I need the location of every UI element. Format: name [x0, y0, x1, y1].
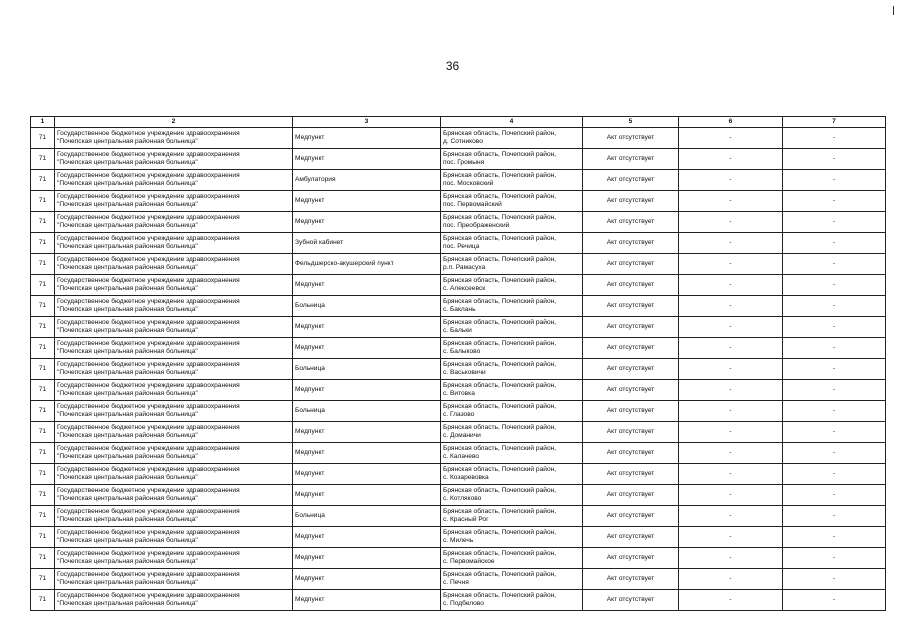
act-status-cell: Акт отсутствует: [583, 569, 679, 590]
address-line2: с. Козаревовка: [443, 474, 489, 481]
facility-type-cell: Медпункт: [293, 443, 441, 464]
act-status-cell: Акт отсутствует: [583, 191, 679, 212]
address-cell: [441, 401, 583, 422]
page-number: 36: [445, 59, 460, 73]
table-row: [31, 170, 886, 191]
column-7-cell: -: [783, 359, 886, 380]
column-6-cell: -: [679, 422, 783, 443]
address-line2: пос. Преображенский: [443, 222, 510, 229]
organization-cell: [55, 191, 293, 212]
act-status-cell: Акт отсутствует: [583, 275, 679, 296]
address-line2: пос. Речица: [443, 243, 480, 250]
organization-cell: [55, 317, 293, 338]
organization-name-line2: "Почепская центральная районная больница": [57, 306, 198, 313]
facilities-table: [30, 116, 886, 611]
column-6-cell: -: [679, 569, 783, 590]
address-cell: [441, 569, 583, 590]
address-cell: [441, 422, 583, 443]
organization-name-line1: Государственное бюджетное учреждение здравоохранения: [57, 172, 240, 179]
address-line2: с. Глазово: [443, 411, 475, 418]
facility-type-cell: Медпункт: [293, 275, 441, 296]
facility-type-cell: Амбулатория: [293, 170, 441, 191]
organization-cell: [55, 296, 293, 317]
act-status-cell: Акт отсутствует: [583, 296, 679, 317]
facility-type-cell: Больница: [293, 359, 441, 380]
address-cell: [441, 464, 583, 485]
row-number-cell: 71: [31, 212, 55, 233]
organization-cell: [55, 380, 293, 401]
act-status-cell: Акт отсутствует: [583, 527, 679, 548]
table-row: [31, 296, 886, 317]
organization-name-line2: "Почепская центральная районная больница": [57, 432, 198, 439]
row-number-cell: 71: [31, 149, 55, 170]
address-line1: Брянская область, Почепский район,: [443, 466, 557, 473]
column-6-cell: -: [679, 233, 783, 254]
column-6-cell: -: [679, 317, 783, 338]
address-line2: пос. Московский: [443, 180, 494, 187]
organization-name-line1: Государственное бюджетное учреждение здравоохранения: [57, 361, 240, 368]
address-cell: [441, 170, 583, 191]
organization-name-line1: Государственное бюджетное учреждение здравоохранения: [57, 466, 240, 473]
organization-cell: [55, 569, 293, 590]
act-status-cell: Акт отсутствует: [583, 485, 679, 506]
column-6-cell: -: [679, 548, 783, 569]
facility-type-cell: Больница: [293, 296, 441, 317]
organization-name-line2: "Почепская центральная районная больница": [57, 516, 198, 523]
organization-cell: [55, 212, 293, 233]
column-6-cell: -: [679, 443, 783, 464]
address-line2: с. Котляково: [443, 495, 482, 502]
address-line1: Брянская область, Почепский район,: [443, 550, 557, 557]
organization-name-line2: "Почепская центральная районная больница": [57, 201, 198, 208]
column-7-cell: -: [783, 296, 886, 317]
column-7-cell: -: [783, 464, 886, 485]
row-number-cell: 71: [31, 233, 55, 254]
act-status-cell: Акт отсутствует: [583, 170, 679, 191]
facility-type-cell: Медпункт: [293, 191, 441, 212]
act-status-cell: Акт отсутствует: [583, 380, 679, 401]
address-line2: пос. Первомайский: [443, 201, 502, 208]
facility-type-cell: Медпункт: [293, 464, 441, 485]
organization-name-line1: Государственное бюджетное учреждение здравоохранения: [57, 214, 240, 221]
table-body: [31, 128, 886, 611]
table-row: [31, 569, 886, 590]
facility-type-cell: Зубной кабинет: [293, 233, 441, 254]
column-6-cell: -: [679, 485, 783, 506]
address-line2: с. Васьковичи: [443, 369, 486, 376]
table-row: [31, 254, 886, 275]
organization-name-line1: Государственное бюджетное учреждение здравоохранения: [57, 592, 240, 599]
act-status-cell: Акт отсутствует: [583, 548, 679, 569]
table-row: [31, 590, 886, 611]
address-cell: [441, 233, 583, 254]
row-number-cell: 71: [31, 275, 55, 296]
row-number-cell: 71: [31, 422, 55, 443]
organization-name-line2: "Почепская центральная районная больница": [57, 558, 198, 565]
organization-cell: [55, 401, 293, 422]
row-number-cell: 71: [31, 590, 55, 611]
act-status-cell: Акт отсутствует: [583, 590, 679, 611]
facility-type-cell: Больница: [293, 506, 441, 527]
row-number-cell: 71: [31, 170, 55, 191]
organization-name-line2: "Почепская центральная районная больница": [57, 243, 198, 250]
address-cell: [441, 527, 583, 548]
act-status-cell: Акт отсутствует: [583, 506, 679, 527]
organization-name-line2: "Почепская центральная районная больница": [57, 348, 198, 355]
column-6-cell: -: [679, 191, 783, 212]
act-status-cell: Акт отсутствует: [583, 422, 679, 443]
address-line1: Брянская область, Почепский район,: [443, 235, 557, 242]
organization-name-line2: "Почепская центральная районная больница": [57, 495, 198, 502]
organization-name-line1: Государственное бюджетное учреждение здравоохранения: [57, 382, 240, 389]
address-line2: с. Первомайское: [443, 558, 495, 565]
address-line2: с. Калачево: [443, 453, 480, 460]
organization-cell: [55, 590, 293, 611]
act-status-cell: Акт отсутствует: [583, 443, 679, 464]
address-cell: [441, 338, 583, 359]
table-row: [31, 485, 886, 506]
organization-name-line2: "Почепская центральная районная больница": [57, 159, 198, 166]
address-line2: р.п. Рамасуха: [443, 264, 486, 271]
row-number-cell: 71: [31, 485, 55, 506]
address-line1: Брянская область, Почепский район,: [443, 487, 557, 494]
address-line2: с. Печня: [443, 579, 469, 586]
address-line2: с. Милечь: [443, 537, 474, 544]
organization-name-line1: Государственное бюджетное учреждение здравоохранения: [57, 340, 240, 347]
column-7-cell: -: [783, 590, 886, 611]
column-7-cell: -: [783, 191, 886, 212]
address-line2: с. Подбелово: [443, 600, 484, 607]
column-6-cell: -: [679, 527, 783, 548]
address-cell: [441, 191, 583, 212]
organization-name-line2: "Почепская центральная районная больница": [57, 180, 198, 187]
column-6-cell: -: [679, 254, 783, 275]
organization-name-line2: "Почепская центральная районная больница": [57, 537, 198, 544]
address-line1: Брянская область, Почепский район,: [443, 592, 557, 599]
address-line1: Брянская область, Почепский район,: [443, 403, 557, 410]
row-number-cell: 71: [31, 296, 55, 317]
organization-name-line2: "Почепская центральная районная больница": [57, 138, 198, 145]
address-line1: Брянская область, Почепский район,: [443, 193, 557, 200]
address-line1: Брянская область, Почепский район,: [443, 424, 557, 431]
column-6-cell: -: [679, 296, 783, 317]
facility-type-cell: Медпункт: [293, 317, 441, 338]
page-corner-mark: [893, 6, 894, 15]
act-status-cell: Акт отсутствует: [583, 149, 679, 170]
row-number-cell: 71: [31, 254, 55, 275]
column-7-cell: -: [783, 338, 886, 359]
facility-type-cell: Медпункт: [293, 422, 441, 443]
organization-cell: [55, 422, 293, 443]
column-7-cell: -: [783, 128, 886, 149]
column-7-cell: -: [783, 380, 886, 401]
column-7-cell: -: [783, 254, 886, 275]
organization-cell: [55, 338, 293, 359]
address-line1: Брянская область, Почепский район,: [443, 172, 557, 179]
organization-cell: [55, 254, 293, 275]
column-7-cell: -: [783, 401, 886, 422]
address-line1: Брянская область, Почепский район,: [443, 277, 557, 284]
table-row: [31, 506, 886, 527]
address-line1: Брянская область, Почепский район,: [443, 571, 557, 578]
column-7-cell: -: [783, 485, 886, 506]
row-number-cell: 71: [31, 191, 55, 212]
table-row: [31, 548, 886, 569]
address-line2: с. Алексеевск: [443, 285, 486, 292]
column-7-cell: -: [783, 443, 886, 464]
table-row: [31, 128, 886, 149]
header-row: [31, 117, 886, 128]
address-line2: д. Сотниково: [443, 138, 483, 145]
row-number-cell: 71: [31, 548, 55, 569]
address-cell: [441, 506, 583, 527]
act-status-cell: Акт отсутствует: [583, 317, 679, 338]
organization-name-line1: Государственное бюджетное учреждение здравоохранения: [57, 403, 240, 410]
facility-type-cell: Медпункт: [293, 380, 441, 401]
organization-cell: [55, 506, 293, 527]
organization-name-line1: Государственное бюджетное учреждение здравоохранения: [57, 256, 240, 263]
address-cell: [441, 380, 583, 401]
column-7-cell: -: [783, 170, 886, 191]
address-cell: [441, 443, 583, 464]
organization-name-line2: "Почепская центральная районная больница": [57, 390, 198, 397]
organization-name-line1: Государственное бюджетное учреждение здравоохранения: [57, 508, 240, 515]
row-number-cell: 71: [31, 317, 55, 338]
address-line1: Брянская область, Почепский район,: [443, 256, 557, 263]
header-col-2: 2: [55, 117, 293, 128]
act-status-cell: Акт отсутствует: [583, 464, 679, 485]
address-cell: [441, 590, 583, 611]
organization-cell: [55, 485, 293, 506]
act-status-cell: Акт отсутствует: [583, 401, 679, 422]
table-row: [31, 380, 886, 401]
row-number-cell: 71: [31, 443, 55, 464]
address-line1: Брянская область, Почепский район,: [443, 529, 557, 536]
address-line1: Брянская область, Почепский район,: [443, 382, 557, 389]
header-col-1: 1: [31, 117, 55, 128]
facility-type-cell: Медпункт: [293, 338, 441, 359]
organization-name-line2: "Почепская центральная районная больница": [57, 411, 198, 418]
table-row: [31, 527, 886, 548]
address-cell: [441, 212, 583, 233]
address-line2: с. Доманичи: [443, 432, 481, 439]
address-line1: Брянская область, Почепский район,: [443, 445, 557, 452]
table-row: [31, 275, 886, 296]
header-col-4: 4: [441, 117, 583, 128]
column-7-cell: -: [783, 275, 886, 296]
facility-type-cell: Фельдшерско-акушерский пункт: [293, 254, 441, 275]
column-7-cell: -: [783, 422, 886, 443]
table-row: [31, 233, 886, 254]
header-col-5: 5: [583, 117, 679, 128]
act-status-cell: Акт отсутствует: [583, 338, 679, 359]
column-6-cell: -: [679, 590, 783, 611]
act-status-cell: Акт отсутствует: [583, 128, 679, 149]
address-line1: Брянская область, Почепский район,: [443, 361, 557, 368]
address-cell: [441, 275, 583, 296]
table-row: [31, 401, 886, 422]
address-cell: [441, 548, 583, 569]
column-6-cell: -: [679, 464, 783, 485]
row-number-cell: 71: [31, 506, 55, 527]
address-cell: [441, 128, 583, 149]
address-cell: [441, 317, 583, 338]
column-6-cell: -: [679, 212, 783, 233]
address-line2: с. Балыково: [443, 348, 481, 355]
row-number-cell: 71: [31, 359, 55, 380]
organization-cell: [55, 548, 293, 569]
column-7-cell: -: [783, 212, 886, 233]
address-line2: с. Витовка: [443, 390, 475, 397]
act-status-cell: Акт отсутствует: [583, 212, 679, 233]
organization-name-line2: "Почепская центральная районная больница": [57, 264, 198, 271]
address-line1: Брянская область, Почепский район,: [443, 151, 557, 158]
facility-type-cell: Медпункт: [293, 590, 441, 611]
organization-cell: [55, 275, 293, 296]
address-cell: [441, 359, 583, 380]
facility-type-cell: Больница: [293, 401, 441, 422]
address-line2: с. Красный Рог: [443, 516, 489, 523]
address-line1: Брянская область, Почепский район,: [443, 340, 557, 347]
row-number-cell: 71: [31, 464, 55, 485]
organization-name-line1: Государственное бюджетное учреждение здравоохранения: [57, 277, 240, 284]
organization-name-line2: "Почепская центральная районная больница": [57, 285, 198, 292]
row-number-cell: 71: [31, 569, 55, 590]
table-row: [31, 191, 886, 212]
row-number-cell: 71: [31, 338, 55, 359]
organization-name-line1: Государственное бюджетное учреждение здравоохранения: [57, 487, 240, 494]
organization-name-line2: "Почепская центральная районная больница": [57, 222, 198, 229]
column-6-cell: -: [679, 338, 783, 359]
table-row: [31, 338, 886, 359]
address-cell: [441, 254, 583, 275]
organization-name-line1: Государственное бюджетное учреждение здравоохранения: [57, 319, 240, 326]
organization-name-line2: "Почепская центральная районная больница": [57, 453, 198, 460]
facility-type-cell: Медпункт: [293, 149, 441, 170]
header-col-7: 7: [783, 117, 886, 128]
organization-name-line1: Государственное бюджетное учреждение здравоохранения: [57, 424, 240, 431]
column-7-cell: -: [783, 527, 886, 548]
facility-type-cell: Медпункт: [293, 485, 441, 506]
column-7-cell: -: [783, 317, 886, 338]
address-line2: с. Бальки: [443, 327, 472, 334]
column-6-cell: -: [679, 149, 783, 170]
column-6-cell: -: [679, 380, 783, 401]
column-6-cell: -: [679, 275, 783, 296]
table-row: [31, 422, 886, 443]
table-row: [31, 212, 886, 233]
header-col-6: 6: [679, 117, 783, 128]
header-col-3: 3: [293, 117, 441, 128]
address-line1: Брянская область, Почепский район,: [443, 508, 557, 515]
row-number-cell: 71: [31, 380, 55, 401]
organization-name-line1: Государственное бюджетное учреждение здравоохранения: [57, 193, 240, 200]
organization-cell: [55, 170, 293, 191]
row-number-cell: 71: [31, 527, 55, 548]
address-cell: [441, 296, 583, 317]
column-7-cell: -: [783, 506, 886, 527]
column-7-cell: -: [783, 149, 886, 170]
act-status-cell: Акт отсутствует: [583, 254, 679, 275]
facility-type-cell: Медпункт: [293, 569, 441, 590]
organization-name-line2: "Почепская центральная районная больница": [57, 579, 198, 586]
organization-cell: [55, 464, 293, 485]
facility-type-cell: Медпункт: [293, 212, 441, 233]
organization-name-line1: Государственное бюджетное учреждение здравоохранения: [57, 529, 240, 536]
table-row: [31, 359, 886, 380]
address-line2: пос. Громыня: [443, 159, 485, 166]
address-line2: с. Баклань: [443, 306, 476, 313]
organization-cell: [55, 443, 293, 464]
facility-type-cell: Медпункт: [293, 527, 441, 548]
address-line1: Брянская область, Почепский район,: [443, 298, 557, 305]
organization-name-line1: Государственное бюджетное учреждение здравоохранения: [57, 130, 240, 137]
table-row: [31, 149, 886, 170]
organization-name-line1: Государственное бюджетное учреждение здравоохранения: [57, 235, 240, 242]
address-line1: Брянская область, Почепский район,: [443, 214, 557, 221]
address-cell: [441, 485, 583, 506]
organization-cell: [55, 527, 293, 548]
facility-type-cell: Медпункт: [293, 548, 441, 569]
table-row: [31, 317, 886, 338]
organization-name-line2: "Почепская центральная районная больница": [57, 369, 198, 376]
column-7-cell: -: [783, 233, 886, 254]
address-line1: Брянская область, Почепский район,: [443, 130, 557, 137]
organization-name-line1: Государственное бюджетное учреждение здравоохранения: [57, 445, 240, 452]
column-6-cell: -: [679, 359, 783, 380]
column-7-cell: -: [783, 569, 886, 590]
act-status-cell: Акт отсутствует: [583, 359, 679, 380]
organization-name-line1: Государственное бюджетное учреждение здравоохранения: [57, 571, 240, 578]
row-number-cell: 71: [31, 128, 55, 149]
column-6-cell: -: [679, 401, 783, 422]
column-6-cell: -: [679, 128, 783, 149]
address-cell: [441, 149, 583, 170]
organization-cell: [55, 128, 293, 149]
column-6-cell: -: [679, 170, 783, 191]
organization-cell: [55, 233, 293, 254]
organization-cell: [55, 359, 293, 380]
table-row: [31, 464, 886, 485]
act-status-cell: Акт отсутствует: [583, 233, 679, 254]
column-7-cell: -: [783, 548, 886, 569]
organization-name-line1: Государственное бюджетное учреждение здравоохранения: [57, 550, 240, 557]
organization-name-line1: Государственное бюджетное учреждение здравоохранения: [57, 151, 240, 158]
address-line1: Брянская область, Почепский район,: [443, 319, 557, 326]
column-6-cell: -: [679, 506, 783, 527]
row-number-cell: 71: [31, 401, 55, 422]
table-row: [31, 443, 886, 464]
organization-name-line2: "Почепская центральная районная больница": [57, 600, 198, 607]
organization-name-line2: "Почепская центральная районная больница": [57, 327, 198, 334]
organization-name-line1: Государственное бюджетное учреждение здравоохранения: [57, 298, 240, 305]
organization-name-line2: "Почепская центральная районная больница": [57, 474, 198, 481]
facility-type-cell: Медпункт: [293, 128, 441, 149]
organization-cell: [55, 149, 293, 170]
